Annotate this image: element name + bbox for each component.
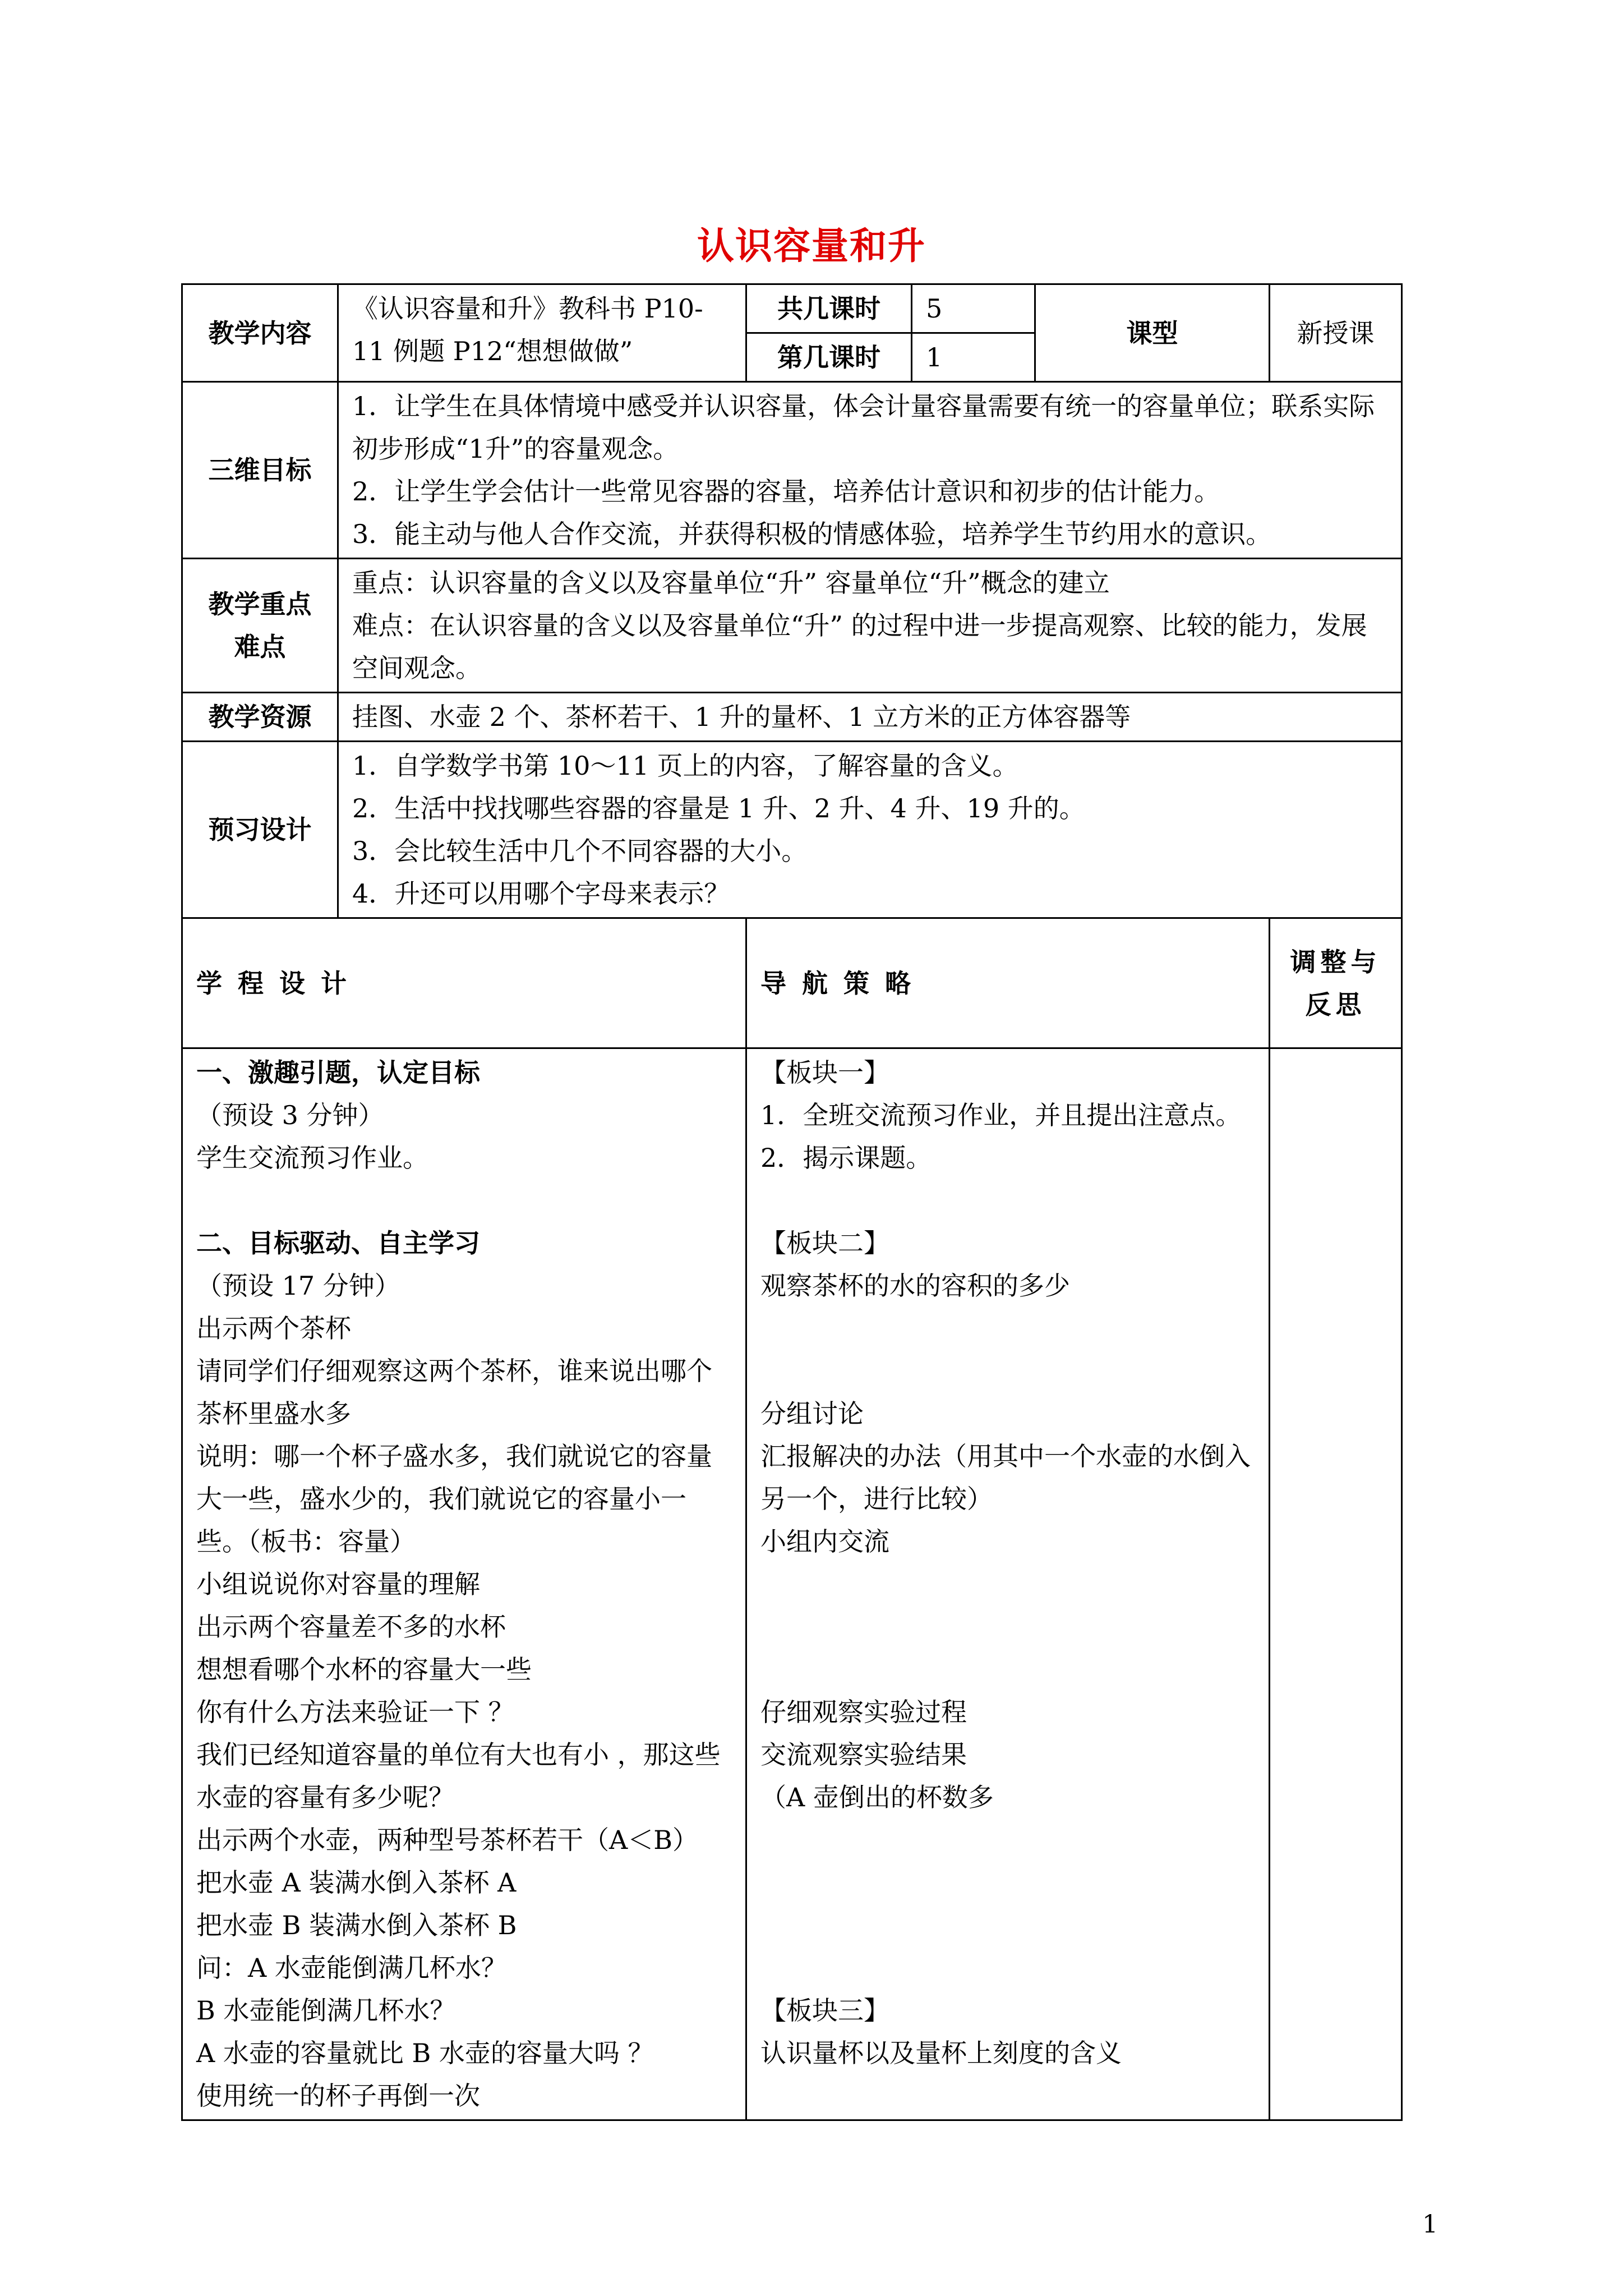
- adjust-reflect-header: 调整与反思: [1270, 918, 1402, 1048]
- lesson-plan-table: [181, 283, 1403, 2121]
- navigation-strategy-body: [746, 1048, 1270, 2120]
- section-one-time: （预设 3 分钟）: [196, 1100, 384, 1130]
- goal-line: 2．让学生学会估计一些常见容器的容量，培养估计意识和初步的估计能力。: [352, 476, 1220, 507]
- block-one-title: 【板块一】: [760, 1057, 890, 1088]
- process-design-body: [182, 1048, 746, 2120]
- preview-line: 2．生活中找找哪些容器的容量是 1 升、2 升、4 升、19 升的。: [352, 793, 1085, 823]
- block-two-title: 【板块二】: [760, 1228, 890, 1258]
- lesson-type-value: 新授课: [1270, 284, 1402, 382]
- strategy-line: 2．揭示课题。: [760, 1143, 932, 1173]
- process-line: 小组说说你对容量的理解: [196, 1569, 480, 1599]
- goals-label: 三维目标: [182, 382, 338, 559]
- process-line: 把水壶 B 装满水倒入茶杯 B: [196, 1910, 517, 1940]
- content-label: 教学内容: [182, 284, 338, 382]
- strategy-line: 交流观察实验结果: [760, 1740, 967, 1770]
- process-line: 我们已经知道容量的单位有大也有小 ，那这些水壶的容量有多少呢？: [196, 1740, 721, 1812]
- adjust-reflect-body: [1270, 1048, 1402, 2120]
- goals-content: [338, 382, 1402, 559]
- strategy-line: 观察茶杯的水的容积的多少: [760, 1271, 1071, 1301]
- process-line: 出示两个水壶，两种型号茶杯若干（A＜B） 把水壶 A 装满水倒入茶杯 A: [196, 1825, 699, 1898]
- strategy-line: （A 壶倒出的杯数多: [760, 1782, 994, 1812]
- page-title: 认识容量和升: [697, 224, 926, 268]
- process-line: 使用统一的杯子再倒一次: [196, 2081, 480, 2111]
- total-hours-label: 共几课时: [746, 284, 912, 333]
- preview-line: 4．升还可以用哪个字母来表示？: [352, 878, 730, 909]
- process-line: 想想看哪个水杯的容量大一些: [196, 1654, 532, 1685]
- process-line: 你有什么方法来验证一下 ？: [196, 1697, 514, 1727]
- process-line: 出示两个容量差不多的水杯: [196, 1612, 506, 1642]
- resources-content: 挂图、水壶 2 个、茶杯若干、1 升的量杯、1 立方米的正方体容器等: [338, 693, 1402, 742]
- nth-hour-value: 1: [912, 333, 1035, 382]
- section-two-title: 二、目标驱动、自主学习: [196, 1228, 480, 1258]
- goal-line: 1．让学生在具体情境中感受并认识容量，体会计量容量需要有统一的容量单位；联系实际初步形成“1升”的容量观念。: [352, 391, 1375, 464]
- content-value: 《认识容量和升》教科书 P10-11 例题 P12“想想做做”: [338, 284, 746, 382]
- total-hours-value: 5: [912, 284, 1035, 333]
- preview-line: 3．会比较生活中几个不同容器的大小。: [352, 836, 808, 866]
- preview-content: [338, 742, 1402, 918]
- process-line: 问：A 水壶能倒满几杯水？: [196, 1953, 507, 1983]
- keypoints-content: [338, 559, 1402, 693]
- strategy-line: 认识量杯以及量杯上刻度的含义: [760, 2038, 1122, 2068]
- process-line: B 水壶能倒满几杯水？: [196, 1995, 456, 2026]
- page-number: 1: [1422, 2210, 1438, 2239]
- strategy-line: 小组内交流: [760, 1526, 890, 1557]
- keypoint-line: 重点：认识容量的含义以及容量单位“升” 容量单位“升”概念的建立: [352, 568, 1110, 598]
- nth-hour-label: 第几课时: [746, 333, 912, 382]
- preview-line: 1．自学数学书第 10～11 页上的内容，了解容量的含义。: [352, 751, 1018, 781]
- section-two-time: （预设 17 分钟）: [196, 1271, 400, 1301]
- strategy-line: 分组讨论: [760, 1398, 864, 1429]
- strategy-line: 1．全班交流预习作业，并且提出注意点。: [760, 1100, 1242, 1130]
- navigation-strategy-header: 导航策略: [746, 918, 1270, 1048]
- process-line: 出示两个茶杯: [196, 1313, 351, 1343]
- process-line: 说明：哪一个杯子盛水多，我们就说它的容量大一些，盛水少的，我们就说它的容量小一些。（板书：容量）: [196, 1441, 712, 1557]
- strategy-line: 汇报解决的办法（用其中一个水壶的水倒入另一个，进行比较）: [760, 1441, 1251, 1514]
- goal-line: 3．能主动与他人合作交流，并获得积极的情感体验，培养学生节约用水的意识。: [352, 519, 1272, 549]
- process-design-header: 学程设计: [182, 918, 746, 1048]
- lesson-type-label: 课型: [1035, 284, 1270, 382]
- strategy-line: 仔细观察实验过程: [760, 1697, 967, 1727]
- section-one-text: 学生交流预习作业。: [196, 1143, 428, 1173]
- keypoints-label: 教学重点难点: [182, 559, 338, 693]
- preview-label: 预习设计: [182, 742, 338, 918]
- process-line: 请同学们仔细观察这两个茶杯，谁来说出哪个茶杯里盛水多: [196, 1356, 712, 1429]
- process-line: A 水壶的容量就比 B 水壶的容量大吗 ？: [196, 2038, 654, 2068]
- block-three-title: 【板块三】: [760, 1995, 890, 2026]
- section-one-title: 一、激趣引题，认定目标: [196, 1057, 480, 1088]
- resources-label: 教学资源: [182, 693, 338, 742]
- keypoint-line: 难点：在认识容量的含义以及容量单位“升” 的过程中进一步提高观察、比较的能力，发展空间观念。: [352, 610, 1367, 683]
